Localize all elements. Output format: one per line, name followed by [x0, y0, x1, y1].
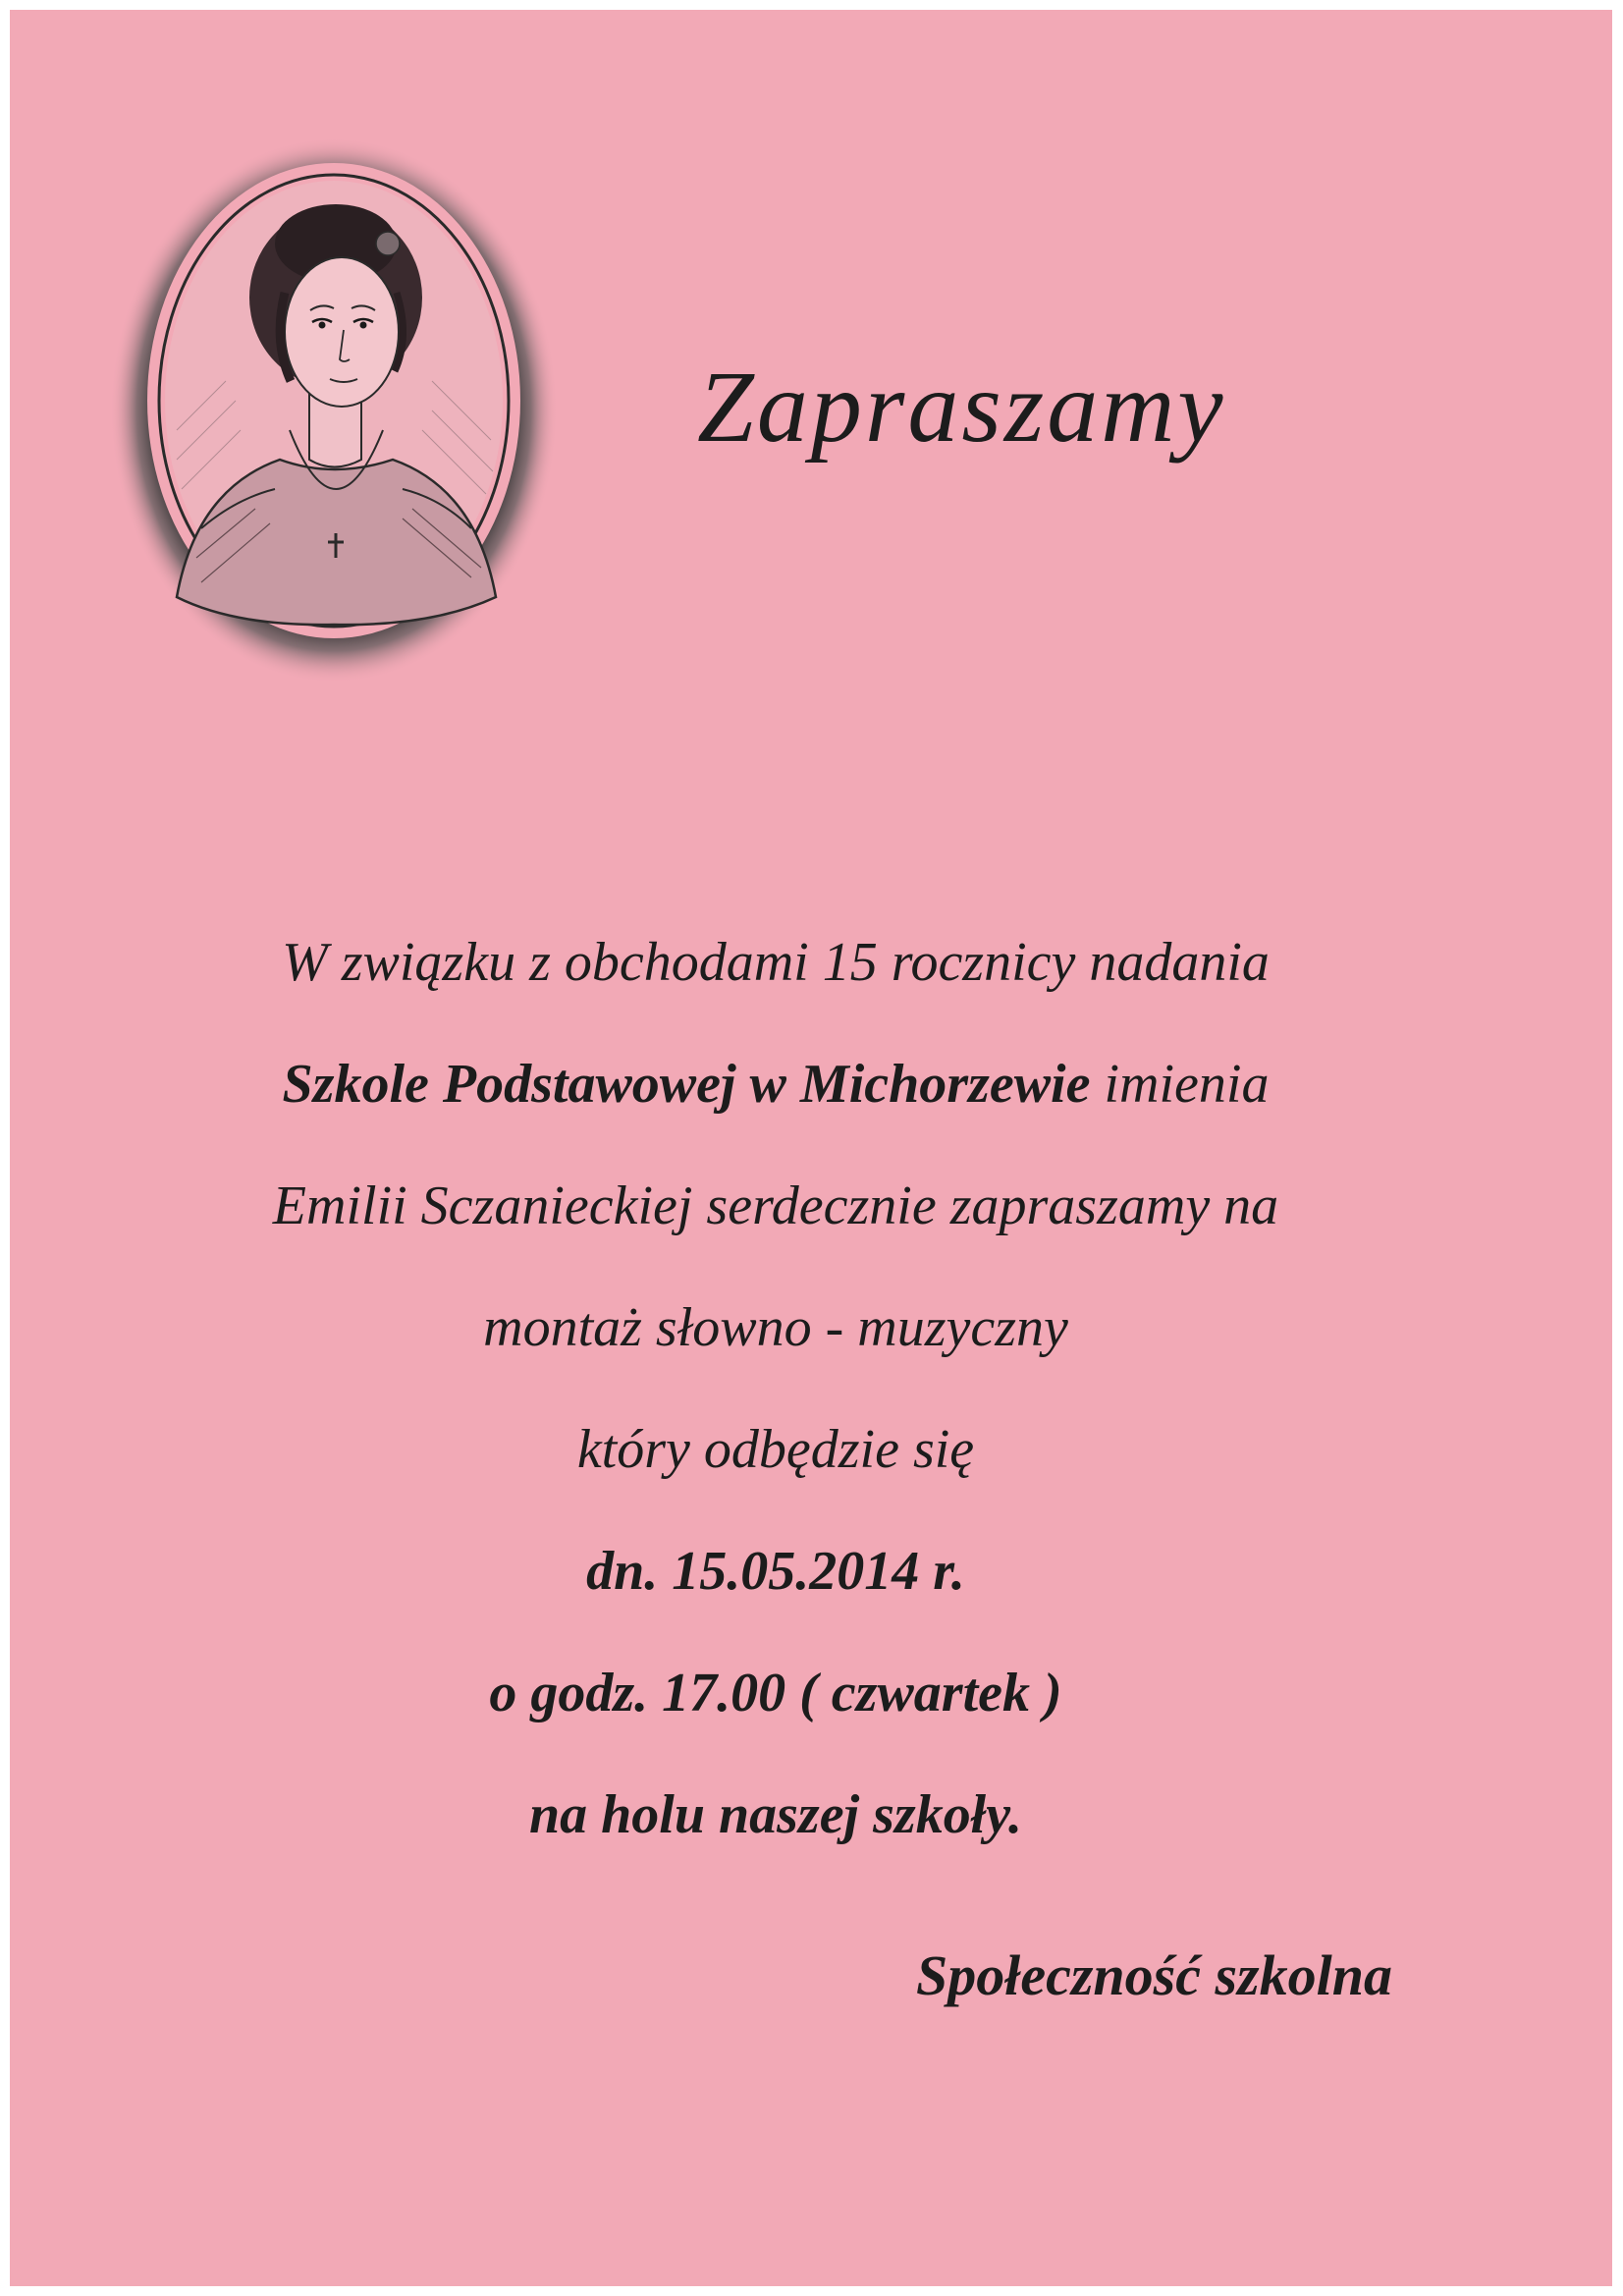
invitation-body [137, 902, 1414, 1876]
body-line-4: montaż słowno - muzyczny [483, 1297, 1068, 1358]
event-time: o godz. 17.00 ( czwartek ) [489, 1663, 1062, 1723]
event-place: na holu naszej szkoły. [528, 1784, 1023, 1845]
body-line-5: który odbędzie się [576, 1419, 975, 1480]
invitation-sheet [10, 10, 1612, 2286]
body-line-2-rest: imienia [1090, 1054, 1270, 1115]
invitation-title: Zapraszamy [697, 351, 1226, 464]
event-date: dn. 15.05.2014 r. [586, 1541, 965, 1602]
body-line-2 [137, 1023, 1414, 1145]
body-line-3: Emilii Sczanieckiej serdecznie zapraszamy na [272, 1175, 1279, 1236]
body-line-1: W związku z obchodami 15 rocznicy nadania [282, 932, 1270, 993]
signature: Społeczność szkolna [915, 1943, 1392, 2007]
portrait-medallion-image [108, 136, 560, 685]
school-name: Szkole Podstawowej w Michorzewie [282, 1054, 1091, 1115]
